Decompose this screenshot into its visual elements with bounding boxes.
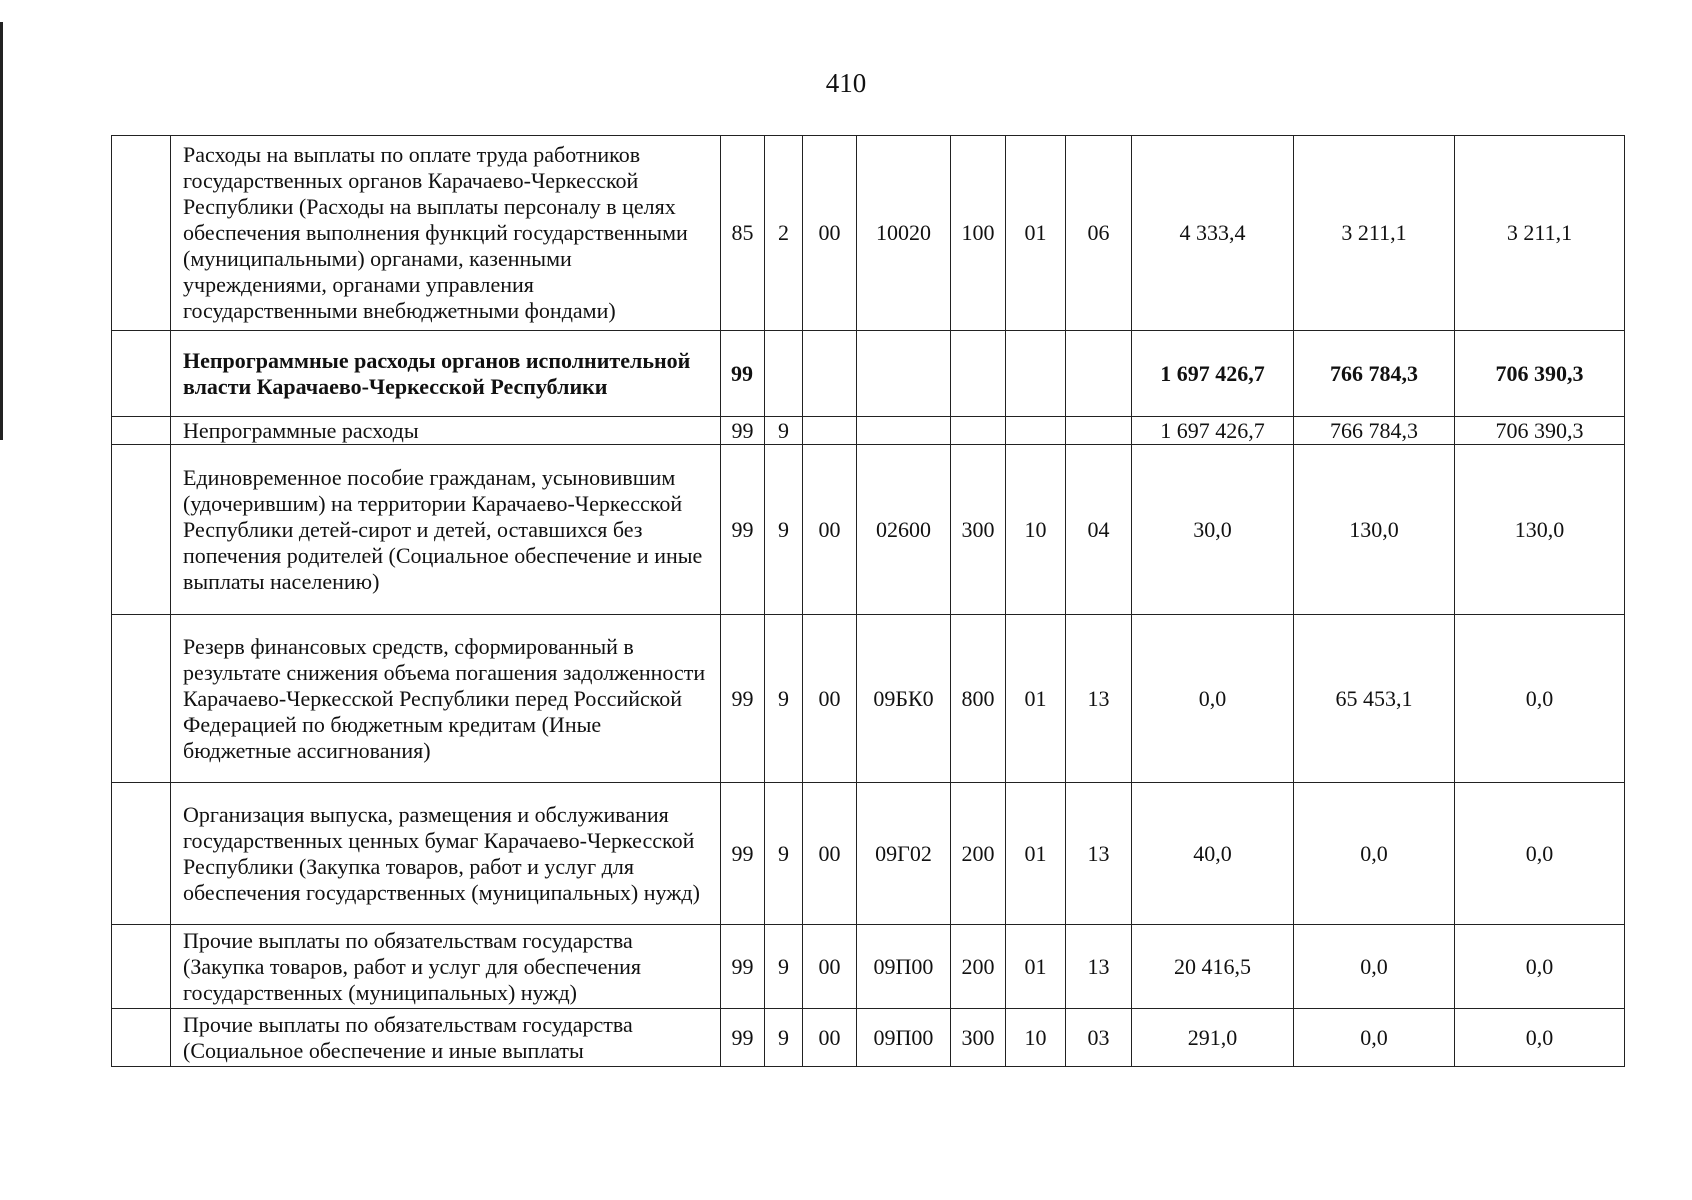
code-cell: [951, 417, 1006, 445]
amount-cell: 706 390,3: [1455, 331, 1625, 417]
code-cell: 300: [951, 1009, 1006, 1067]
amount-cell: 20 416,5: [1132, 925, 1294, 1009]
code-cell: 02600: [857, 445, 951, 615]
row-number-cell: [112, 136, 171, 331]
code-cell: 10: [1006, 445, 1066, 615]
amount-cell: 3 211,1: [1455, 136, 1625, 331]
row-name: Единовременное пособие гражданам, усыновившим (удочерившим) на территории Карачаево-Черкесской Республики детей-сирот и детей, оставшихся без попечения родителей (Социальное обеспечение и иные выплаты населению): [171, 445, 721, 615]
table-row: [112, 417, 1625, 445]
amount-cell: 0,0: [1455, 1009, 1625, 1067]
amount-cell: 0,0: [1294, 783, 1455, 925]
code-cell: 99: [721, 615, 765, 783]
code-cell: 00: [803, 783, 857, 925]
code-cell: 04: [1066, 445, 1132, 615]
code-cell: 00: [803, 136, 857, 331]
row-number-cell: [112, 925, 171, 1009]
table-row: [112, 615, 1625, 783]
code-cell: [803, 331, 857, 417]
table-row: [112, 331, 1625, 417]
code-cell: 09Г02: [857, 783, 951, 925]
amount-cell: 130,0: [1294, 445, 1455, 615]
code-cell: 01: [1006, 615, 1066, 783]
amount-cell: 0,0: [1455, 783, 1625, 925]
amount-cell: 0,0: [1455, 615, 1625, 783]
amount-cell: 0,0: [1294, 925, 1455, 1009]
row-number-cell: [112, 445, 171, 615]
code-cell: 200: [951, 783, 1006, 925]
amount-cell: 30,0: [1132, 445, 1294, 615]
amount-cell: 291,0: [1132, 1009, 1294, 1067]
code-cell: 09БК0: [857, 615, 951, 783]
code-cell: 9: [765, 445, 803, 615]
code-cell: 13: [1066, 925, 1132, 1009]
code-cell: [803, 417, 857, 445]
code-cell: [857, 331, 951, 417]
row-name: Прочие выплаты по обязательствам государства (Социальное обеспечение и иные выплаты: [171, 1009, 721, 1067]
code-cell: 99: [721, 445, 765, 615]
code-cell: 13: [1066, 783, 1132, 925]
amount-cell: 706 390,3: [1455, 417, 1625, 445]
code-cell: 200: [951, 925, 1006, 1009]
row-name: Расходы на выплаты по оплате труда работников государственных органов Карачаево-Черкесской Республики (Расходы на выплаты персоналу в целях обеспечения выполнения функций государственными (муниципальными) органами, казенными учреждениями, органами управления государственными внебюджетными фондами): [171, 136, 721, 331]
code-cell: [1066, 417, 1132, 445]
amount-cell: 1 697 426,7: [1132, 331, 1294, 417]
code-cell: 2: [765, 136, 803, 331]
code-cell: [857, 417, 951, 445]
code-cell: 01: [1006, 783, 1066, 925]
code-cell: 00: [803, 925, 857, 1009]
code-cell: 99: [721, 925, 765, 1009]
code-cell: 10: [1006, 1009, 1066, 1067]
row-name: Непрограммные расходы органов исполнительной власти Карачаево-Черкесской Республики: [171, 331, 721, 417]
code-cell: 13: [1066, 615, 1132, 783]
row-name: Резерв финансовых средств, сформированный в результате снижения объема погашения задолженности Карачаево-Черкесской Республики перед Российской Федерацией по бюджетным кредитам (Иные бюджетные ассигнования): [171, 615, 721, 783]
code-cell: 9: [765, 1009, 803, 1067]
code-cell: [1006, 417, 1066, 445]
row-number-cell: [112, 417, 171, 445]
code-cell: 85: [721, 136, 765, 331]
table-row: [112, 783, 1625, 925]
code-cell: 09П00: [857, 1009, 951, 1067]
row-name: Организация выпуска, размещения и обслуживания государственных ценных бумаг Карачаево-Черкесской Республики (Закупка товаров, работ и услуг для обеспечения государственных (муниципальных) нужд): [171, 783, 721, 925]
table-row: [112, 136, 1625, 331]
amount-cell: 0,0: [1294, 1009, 1455, 1067]
amount-cell: 766 784,3: [1294, 417, 1455, 445]
row-name: Прочие выплаты по обязательствам государства (Закупка товаров, работ и услуг для обеспечения государственных (муниципальных) нужд): [171, 925, 721, 1009]
code-cell: 06: [1066, 136, 1132, 331]
code-cell: 09П00: [857, 925, 951, 1009]
code-cell: 03: [1066, 1009, 1132, 1067]
code-cell: 99: [721, 417, 765, 445]
code-cell: 00: [803, 445, 857, 615]
amount-cell: 0,0: [1455, 925, 1625, 1009]
code-cell: 99: [721, 783, 765, 925]
table-row: [112, 925, 1625, 1009]
code-cell: 00: [803, 1009, 857, 1067]
code-cell: 800: [951, 615, 1006, 783]
code-cell: [1066, 331, 1132, 417]
code-cell: 9: [765, 925, 803, 1009]
code-cell: 9: [765, 615, 803, 783]
code-cell: 100: [951, 136, 1006, 331]
page-number: 410: [825, 68, 867, 98]
row-number-cell: [112, 1009, 171, 1067]
amount-cell: 3 211,1: [1294, 136, 1455, 331]
table-row: [112, 445, 1625, 615]
row-number-cell: [112, 783, 171, 925]
amount-cell: 40,0: [1132, 783, 1294, 925]
code-cell: 01: [1006, 925, 1066, 1009]
amount-cell: 0,0: [1132, 615, 1294, 783]
table-row: [112, 1009, 1625, 1067]
amount-cell: 4 333,4: [1132, 136, 1294, 331]
amount-cell: 130,0: [1455, 445, 1625, 615]
amount-cell: 65 453,1: [1294, 615, 1455, 783]
row-number-cell: [112, 331, 171, 417]
code-cell: 99: [721, 1009, 765, 1067]
code-cell: [1006, 331, 1066, 417]
budget-table: [111, 135, 1625, 1067]
code-cell: 01: [1006, 136, 1066, 331]
amount-cell: 1 697 426,7: [1132, 417, 1294, 445]
code-cell: [765, 331, 803, 417]
code-cell: 300: [951, 445, 1006, 615]
code-cell: 9: [765, 417, 803, 445]
code-cell: 9: [765, 783, 803, 925]
code-cell: [951, 331, 1006, 417]
code-cell: 00: [803, 615, 857, 783]
row-number-cell: [112, 615, 171, 783]
amount-cell: 766 784,3: [1294, 331, 1455, 417]
row-name: Непрограммные расходы: [171, 417, 721, 445]
code-cell: 10020: [857, 136, 951, 331]
code-cell: 99: [721, 331, 765, 417]
